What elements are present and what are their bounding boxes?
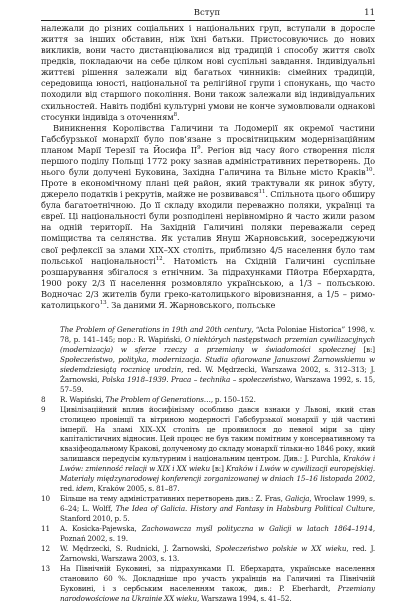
header-rule [41,20,375,21]
main-text [41,23,375,311]
footnote-ref-11[interactable]: 11 [258,189,266,196]
paragraph-2-text-f: . За даними Я. Жарновського, польське [106,299,276,310]
footnote-number: 9 [41,404,46,414]
footnote-11: 11 A. Kosicka-Pajewska, Zachowawcza myśl polityczna w Galicji w latach 1864–1914, Poznań 2002, s. 19. [41,524,375,544]
footnote-ref-9[interactable]: 9 [197,145,201,152]
footnote-12: 12 W. Mędrzecki, S. Rudnicki, J. Żarnowski, Społeczeństwo polskie w XX wieku, red. J. Żarnowski, Warszawa 2003, s. 13. [41,543,376,563]
paragraph-2 [41,123,375,311]
footnote-9: 9 Цивілізаційний вплив йосифінізму особливо дався взнаки у Львові, який став столицею провінції та вітриною модерності Габсбурзької монархії у цій частині імперії. На зламі XIX–XX століть це проявилося до певної міри за ціну капіталістичних відносин. Цей процес не був таким помітним у консервативному та квазіфеодальному Кракові, долученому до складу монархії тільки-но 1846 року, який залишався передусім культурним і національним центром. Див.: J. Purchla, Kraków i Lwów: zmienność relacji w XIX i XX wieku [в:] Kraków i Lwów w cywilizacji europejskiej. Materiały międzynarodowej konferencji zorganizowanej w dniach 15–16 listopada 2002, red. idem, Kraków 2005, s. 81–87. [41,404,376,494]
paragraph-2-text-e: . Натомість на Східній Галичині суспільне розшарування збігалося з етнічним. За підрахунками Пйотра Еберхардта, 1900 року 2/3 її населення розмовляло українською, а 1/3 – польською. Водночас 2/3 жителів були греко-католицького віровизнання, а 1/5 – римо-католицького [41,255,376,310]
paragraph-2-text-a: Виникнення Королівства Галичини та Лодомерії як окремої частини Габсбурзької монархії було пов’язане з просвітницьким модернізаційним планом Марії Терезії та Йосифа ІІ [41,122,375,155]
footnote-8: 8 R. Wapiński, The Problem of Generations…, p. 150–152. [41,394,256,404]
footnote-continued: The Problem of Generations in 19th and 20th century, “Acta Poloniae Historica” 1998, v. 78, p. 141–145; пор.: R. Wapiński, O niektórych następstwach przemian cywilizacyjnych (modernizacja) w sferze rzeczy a przemiany w świadomości społecznej [в:] Społeczeństwo, polityka, modernizacja. Studia ofiarowane Januszowi Żarnowskiemu w siedemdziesiątą rocznicę urodzin, red. W. Mędrzecki, Warszawa 2002, s. 312–313; J. Żarnowski, Polska 1918–1939. Praca – technika – społeczeństwo, Warszawa 1992, s. 15, 57–59. [60,325,376,394]
paragraph-2-text-d: . Спільнота цього обширу була багатоетнічною. До її складу входили переважно поляки, українці та євреї. Ці національності були розподілені нерівномірно й часто жили разом на одній території. На Західній Галичині поляки переважали серед поміщиства та селянства. Як усталив Януш Жарновський, зосереджуючи свої рефлексії за злами ХІХ–ХХ століть, приблизно 4/5 населення було там польської національності [41,189,375,266]
paragraph-1-text: належали до різних соціальних і національних груп, вступали в доросле життя за інших обставин, ніж їхні батьки. Пристосовуючись до нових викликів, вони часто дистанціювалися від традицій і способу життя своїх предків, покладаючи на себе цілком нові суспільні завдання. Індивідуальні життєві рішення залежали від багатьох чинників: сімейних традицій, середовища юності, національної та релігійної групи і спонукань, що часто походили від старшого покоління. Вони також залежали від індивідуальних схильностей. Навіть подібні культурні умови не конче зумовлювали однакові стосунки індивіда з оточенням [41,23,375,122]
footnote-number: 10 [41,494,50,504]
footnote-ref-13[interactable]: 13 [99,300,107,307]
footnote-number: 8 [41,394,46,404]
footnote-number: 12 [41,543,50,553]
footnote-ref-12[interactable]: 12 [155,255,163,262]
running-header [0,0,414,18]
footnotes [41,325,375,604]
footnote-number: 13 [41,563,50,573]
footnote-10: 10 Більше на тему адміністративних перетворень див.: Z. Fras, Galicja, Wrocław 1999, s. 6–24; L. Wolff, The Idea of Galicia. History and Fantasy in Habsburg Political Culture, Stanford 2010, p. 5. [41,494,375,524]
footnote-ref-8[interactable]: 8 [173,111,177,118]
footnote-ref-10[interactable]: 10 [365,167,373,174]
section-title: Вступ [193,8,221,18]
paragraph-2-text-c: . Проте в економічному плані цей район, який трактували як ринок збуту, джерело податків і рекрутів, майже не розвивався [41,167,375,200]
footnote-number: 11 [41,524,50,534]
footnote-13: 13 На Північній Буковині, за підрахунками П. Еберхардта, українське населення становило 60 %. Докладніше про участь українців на Галичині та Північній Буковині, і з сербським населенням також, див.: P. Eberhardt, Przemiany narodowościowe na Ukrainie XX wieku, Warszawa 1994, s. 41–52. [41,563,375,603]
page-number: 11 [364,8,375,18]
paragraph-1: належали до різних соціальних і національних груп, вступали в доросле життя за інших обставин, ніж їхні батьки. Пристосовуючись до нових викликів, вони часто дистанціювалися від традицій і способу життя своїх предків, покладаючи на себе цілком нові суспільні завдання. Індивідуальні життєві рішення залежали від багатьох чинників: сімейних традицій, середовища юності, національної та релігійної групи і спонукань, що часто походили від старшого покоління. Вони також залежали від індивідуальних схильностей. Навіть подібні культурні умови не конче зумовлювали однакові стосунки індивіда з оточенням$^8$. [41,23,375,122]
paragraph-2-text-b: . Регіон від часу його створення після першого поділу Польщі 1772 року зазнав адміністративних перетворень. До нього були долучені Буковина, Західна Галичина та Вільне місто Краків [41,144,375,178]
